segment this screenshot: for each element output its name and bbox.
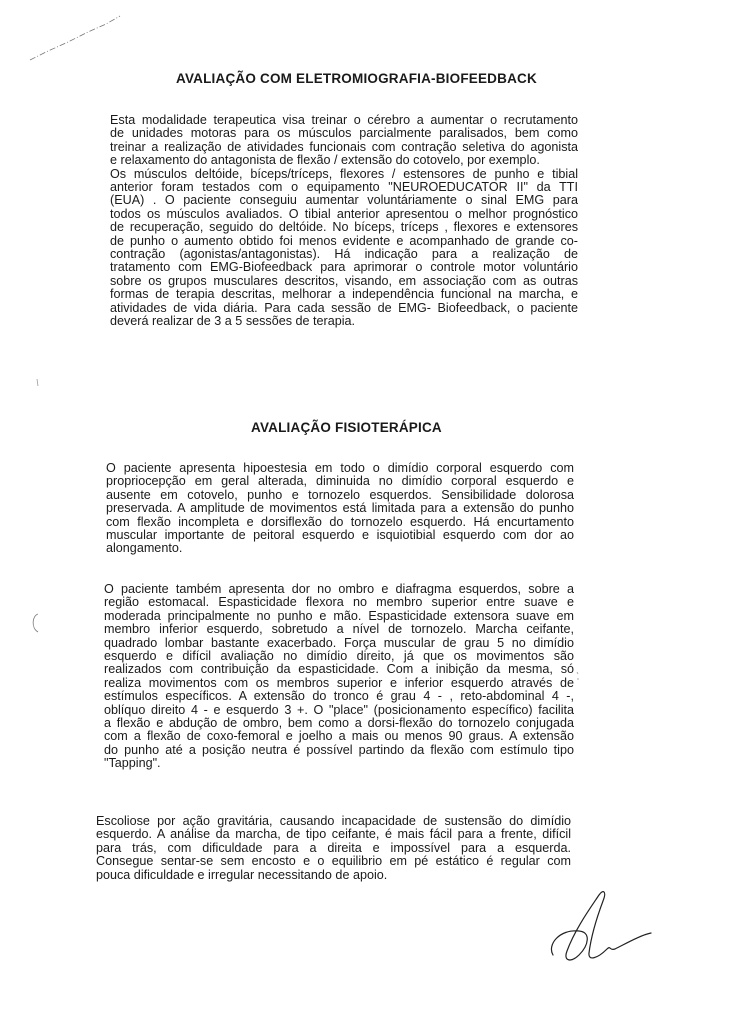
text-line: de unidades motoras para os músculos parcialmente paralisados, bem como xyxy=(110,126,578,141)
paragraph-physio-2 xyxy=(104,583,574,771)
text-line: treinar a realização de atividades funcionais com contração seletiva do agonista xyxy=(110,139,578,154)
text-line: de punho o aumento obtido foi menos evidente e acompanhado de grande co- xyxy=(110,233,578,248)
text-line: quadrado lombar bastante exacerbado. Força muscular de grau 5 no dimídio xyxy=(104,635,574,650)
text-line: do punho até a posição neutra é possível partindo da flexão com estímulo tipo xyxy=(104,742,574,757)
section-title-emg-biofeedback: AVALIAÇÃO COM ELETROMIOGRAFIA-BIOFEEDBACK xyxy=(176,71,537,86)
text-line: moderada principalmente no punho e mão. Espasticidade extensora suave em xyxy=(104,608,574,623)
text-line: sobre os grupos musculares descritos, visando, em associação com as outras xyxy=(110,273,578,288)
paragraph-physio-1 xyxy=(106,462,574,556)
text-line: realizados com contribuição da espasticidade. Com a inibição da mesma, só xyxy=(104,662,574,677)
punch-hole-mark xyxy=(28,612,44,634)
text-line: muscular importante de peitoral esquerdo e isquiotibial esquerdo com dor ao xyxy=(106,528,574,543)
text-line: para trás, com dificuldade para a direita e impossível para a esquerda. xyxy=(96,840,571,855)
text-line: ausente em cotovelo, punho e tornozelo esquerdos. Sensibilidade dolorosa xyxy=(106,487,574,502)
paragraph-physio-3 xyxy=(96,815,571,882)
text-line: esquerdo. A análise da marcha, de tipo ceifante, é mais fácil para a frente, difícil xyxy=(96,827,571,842)
text-line: formas de terapia descritas, melhorar a independência funcional na marcha, e xyxy=(110,287,578,302)
text-line: oblíquo direito 4 - e esquerdo 3 +. O "place" (posicionamento específico) facilita xyxy=(104,702,574,717)
margin-mark xyxy=(34,378,42,388)
text-line: tratamento com EMG-Biofeedback para aprimorar o controle motor voluntário xyxy=(110,260,578,275)
text-line: Escoliose por ação gravitária, causando incapacidade de sustensão do dimídio xyxy=(96,814,571,828)
margin-mark xyxy=(574,670,582,682)
text-line: Consegue sentar-se sem encosto e o equilibrio em pé estático é regular com xyxy=(96,854,571,869)
handwritten-signature xyxy=(545,885,655,970)
text-line: estímulos específicos. A extensão do tronco é grau 4 - , reto-abdominal 4 -, xyxy=(104,689,574,704)
text-line: contração (agonistas/antagonistas). Há indicação para a realização de xyxy=(110,247,578,262)
text-line: (EUA) . O paciente conseguiu aumentar voluntáriamente o sinal EMG para xyxy=(110,193,578,208)
text-line: membro inferior esquerdo, sobretudo a nível de tornozelo. Marcha ceifante, xyxy=(104,622,574,637)
section-title-physiotherapy: AVALIAÇÃO FISIOTERÁPICA xyxy=(251,420,442,435)
text-line: atividades de vida diária. Para cada sessão de EMG- Biofeedback, o paciente xyxy=(110,300,578,315)
text-line: pouca dificuldade e irregular necessitando de apoio. xyxy=(96,867,388,882)
text-line: esquerdo e difícil avaliação no dimídio direito, já que os movimentos são xyxy=(104,649,574,664)
text-line: O paciente apresenta hipoestesia em todo o dimídio corporal esquerdo com xyxy=(106,461,574,475)
text-line: Os músculos deltóide, bíceps/tríceps, flexores / estensores de punho e tibial xyxy=(110,166,578,181)
text-line: anterior foram testados com o equipamento "NEUROEDUCATOR II" da TTI xyxy=(110,180,578,195)
text-line: com flexão incompleta e dorsiflexão do tornozelo esquerdo. Há encurtamento xyxy=(106,514,574,529)
text-line: de recuperação, seguido do deltóide. No bíceps, tríceps , flexores e extensores xyxy=(110,220,578,235)
text-line: O paciente também apresenta dor no ombro e diafragma esquerdos, sobre a xyxy=(104,582,574,596)
text-line: com a flexão de coxo-femoral e joelho a mais ou menos 90 graus. A extensão xyxy=(104,729,574,744)
text-line: alongamento. xyxy=(106,541,183,556)
text-line: a flexão e abdução de ombro, bem como a dorsi-flexão do tornozelo conjugada xyxy=(104,716,574,731)
text-line: preservada. A amplitude de movimentos está limitada para a extensão do punho xyxy=(106,501,574,516)
text-line: propriocepção em geral alterada, diminuida no dimídio corporal esquerdo e xyxy=(106,474,574,489)
text-line: deverá realizar de 3 a 5 sessões de terapia. xyxy=(110,314,356,329)
text-line: realiza movimentos com os membros superior e inferior esquerdo através de xyxy=(104,675,574,690)
text-line: e relaxamento do antagonista de flexão / extensão do cotovelo, por exemplo. xyxy=(110,153,540,168)
text-line: Esta modalidade terapeutica visa treinar o cérebro a aumentar o recrutamento xyxy=(110,113,578,127)
scan-artifact-line xyxy=(28,12,123,64)
paragraph-emg-biofeedback xyxy=(110,114,578,329)
text-line: região estomacal. Espasticidade flexora no membro superior entre suave e xyxy=(104,595,574,610)
text-line: todos os músculos avaliados. O tibial anterior apresentou o melhor prognóstico xyxy=(110,206,578,221)
text-line: "Tapping". xyxy=(104,756,161,771)
